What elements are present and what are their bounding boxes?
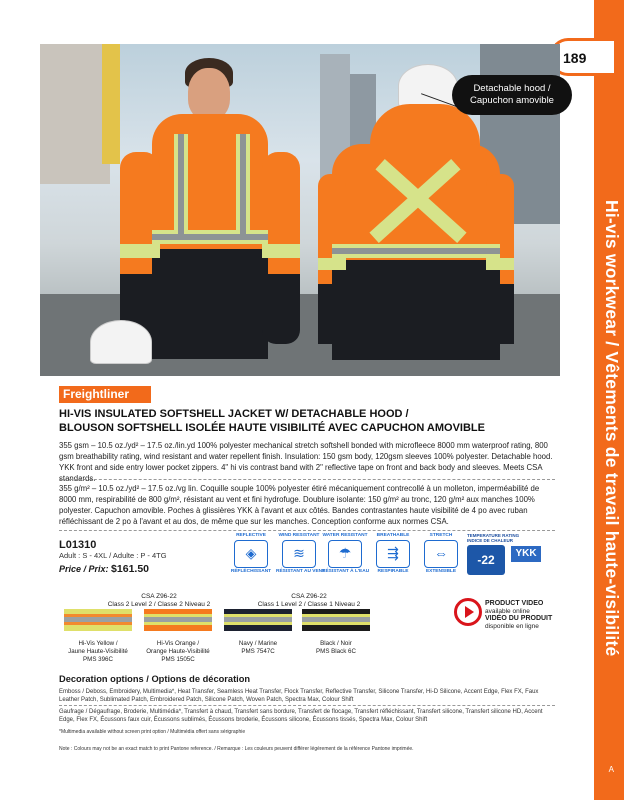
color-label-yellow: Hi-Vis Yellow / Jaune Haute-Visibilité PMS 396C: [68, 640, 128, 663]
water-icon: ☂: [328, 540, 362, 568]
feature-water: WATER RESISTANT ☂ RÉSISTANT À L'EAU: [322, 533, 370, 574]
color-label-orange: Hi-Vis Orange / Orange Haute-Visibilité PMS 1505C: [146, 640, 210, 663]
feature-breathable: BREATHABLE ⇶ RESPIRABLE: [376, 533, 410, 574]
hood-callout: Detachable hood / Capuchon amovible: [452, 75, 572, 115]
page-number: 189: [563, 50, 587, 66]
play-icon[interactable]: [454, 598, 482, 626]
swatch-black: [302, 609, 370, 631]
brand-tag: Freightliner: [59, 386, 151, 403]
stretch-icon: ⇔: [424, 540, 458, 568]
colour-note: Note : Colours may not be an exact match to print Pantone reference. / Remarque : Les couleurs peuvent différer légèrement de la référence Pantone imprimée.: [59, 746, 414, 752]
product-title-en: HI-VIS INSULATED SOFTSHELL JACKET W/ DETACHABLE HOOD /: [59, 408, 409, 420]
color-label-black: Black / Noir PMS Black 6C: [316, 640, 356, 655]
product-sku: L01310: [59, 539, 97, 551]
feature-reflective: REFLECTIVE ◈ RÉFLÉCHISSANT: [230, 533, 272, 574]
csa-label-class1: CSA Z96-22 Class 1 Level 2 / Classe 1 Niveau 2: [257, 593, 361, 608]
section-title: Hi-vis workwear / Vêtements de travail haute-visibilité: [602, 200, 622, 657]
product-title-fr: BLOUSON SOFTSHELL ISOLÉE HAUTE VISIBILITÉ AVEC CAPUCHON AMOVIBLE: [59, 422, 485, 434]
ykk-logo: YKK: [511, 546, 541, 562]
divider: [59, 530, 555, 531]
reflective-icon: ◈: [234, 540, 268, 568]
swatch-orange: [144, 609, 212, 631]
wind-icon: ≋: [282, 540, 316, 568]
decoration-options-fr: Gaufrage / Dégaufrage, Broderie, Multimédia*, Transfert à chaud, Transfert sans bordure, Transfert de flocage, Transfert réfléchissant, Transfert silicone, Transfert silicone HD, Accent Edge, Flex FX, Écussons faux cuir, Écussons sublimés, Écussons broderie, Écussons silicone, Écussons tissés, Spectra Max, Colour Shift: [59, 709, 543, 723]
swatch-yellow: [64, 609, 132, 631]
swatch-navy: [224, 609, 292, 631]
csa-label-class2: CSA Z96-22 Class 2 Level 2 / Classe 2 Niveau 2: [107, 593, 211, 608]
decoration-options-en: Emboss / Deboss, Embroidery, Multimedia*, Heat Transfer, Seamless Heat Transfer, Flock Transfer, Reflective Transfer, Silicone Transfer, Hi-D Silicone, Accent Edge, Flex FX, Faux Leather Patch, Sublimated Patch, Embroidered Patch, Silicone Patch, Woven Patch, Spectra Max, Colour Shift: [59, 689, 539, 703]
product-price: Price / Prix: $161.50: [59, 563, 150, 575]
description-en: 355 gsm – 10.5 oz./yd² – 17.5 oz./lin.yd 100% polyester mechanical stretch softshell bonded with microfleece 8000 mm waterproof rating, 800 gsm breathability rating, wind resistant and water repellent finish. Insulation: 150 gsm body, 120gsm sleeves 100% polyester. Detachable hood. YKK front and side entry lower pocket zippers. 4" hi vis contrast band with 2" reflective tape on front and back body and sleeves. Meets CSA standards.: [59, 441, 553, 483]
divider: [59, 705, 555, 706]
decoration-title: Decoration options / Options de décoration: [59, 674, 251, 684]
decoration-footnote: *Multimedia available without screen print option / Multimédia offert sans sérigraphie: [59, 729, 246, 735]
product-video-link[interactable]: PRODUCT VIDEO available online VIDÉO DU PRODUIT disponible en ligne: [454, 598, 554, 634]
product-sizes: Adult : S - 4XL / Adulte : P - 4TG: [59, 551, 167, 560]
temperature-rating-badge: TEMPERATURE RATING INDICE DE CHALEUR -22: [467, 533, 505, 575]
breathable-icon: ⇶: [376, 540, 410, 568]
feature-wind: WIND RESISTANT ≋ RÉSISTANT AU VENT: [276, 533, 326, 574]
color-label-navy: Navy / Marine PMS 7547C: [238, 640, 278, 655]
description-fr: 355 g/m² – 10.5 oz./yd² – 17.5 oz./vg lin. Coquille souple 100% polyester étiré mécaniquement contrecollé à un molleton, imperméabilité de 8000 mm, respirabilité de 800 g/m², résistant au vent et fini hydrofuge. Doublure isolante: 150 g/m² au tronc, 120 g/m² aux manches 100% polyester. Capuchon amovible. Poches à glissières YKK à l'avant et aux côtés. Bandes contrastantes haute visibilité de 4 po avec ruban réfléchissant de 2 po à l'avant et au dos, de même que sur les manches. Conception conforme aux normes CSA.: [59, 484, 540, 526]
feature-stretch: STRETCH ⇔ EXTENSIBLE: [425, 533, 457, 574]
divider: [59, 479, 555, 480]
footer-letter: A: [608, 765, 614, 774]
snowflake-icon: -22: [467, 545, 505, 575]
